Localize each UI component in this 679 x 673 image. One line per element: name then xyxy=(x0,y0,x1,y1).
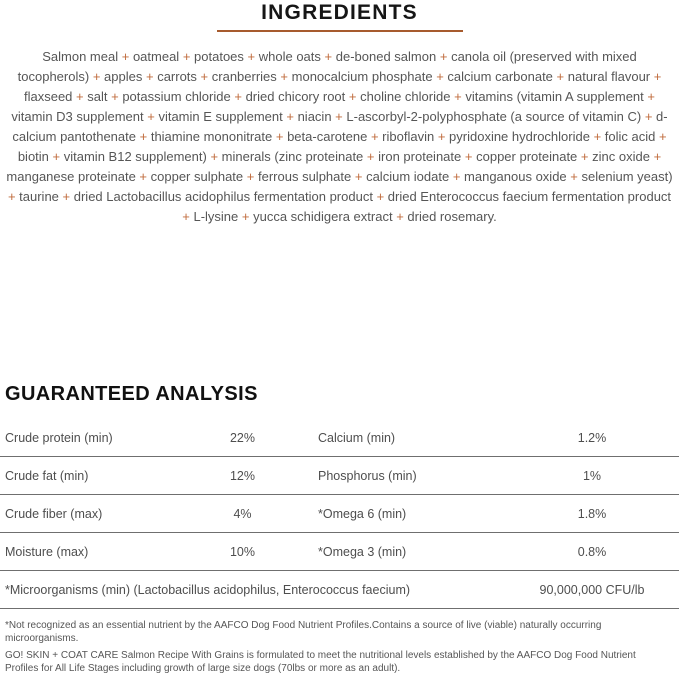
nutrient-label: Calcium (min) xyxy=(318,430,396,445)
ingredient-item: ferrous sulphate xyxy=(258,169,352,184)
ingredient-item: calcium carbonate xyxy=(447,69,553,84)
nutrient-value: 1.8% xyxy=(577,506,607,521)
plus-separator: + xyxy=(376,189,385,204)
analysis-row xyxy=(0,419,679,457)
ingredient-item: carrots xyxy=(157,69,197,84)
plus-separator: + xyxy=(121,49,130,64)
plus-separator: + xyxy=(644,109,653,124)
analysis-table xyxy=(0,419,679,609)
plus-separator: + xyxy=(246,169,255,184)
nutrient-value: 0.8% xyxy=(577,544,607,559)
plus-separator: + xyxy=(324,49,333,64)
plus-separator: + xyxy=(7,189,16,204)
plus-separator: + xyxy=(370,129,379,144)
plus-separator: + xyxy=(580,149,589,164)
ingredient-item: dried rosemary. xyxy=(407,209,497,224)
nutrient-value: 4% xyxy=(233,506,252,521)
plus-separator: + xyxy=(396,209,404,224)
nutrient-value: 1.2% xyxy=(577,430,607,445)
ingredient-item: de-boned salmon xyxy=(335,49,437,64)
analysis-row xyxy=(0,457,679,495)
ingredient-item: yucca schidigera extract xyxy=(253,209,393,224)
analysis-row xyxy=(0,533,679,571)
plus-separator: + xyxy=(247,49,256,64)
ingredient-item: L-ascorbyl-2-polyphosphate (a source of vitamin C) xyxy=(346,109,642,124)
plus-separator: + xyxy=(92,69,101,84)
ingredient-item: vitamin E supplement xyxy=(158,109,283,124)
plus-separator: + xyxy=(437,129,446,144)
plus-separator: + xyxy=(147,109,155,124)
ingredient-item: zinc oxide xyxy=(592,149,650,164)
ingredient-item: salt xyxy=(87,89,108,104)
nutrient-label: Moisture (max) xyxy=(5,544,89,559)
guaranteed-analysis-title: GUARANTEED ANALYSIS xyxy=(5,383,258,405)
plus-separator: + xyxy=(280,69,289,84)
ingredient-item: d-calcium pantothenate xyxy=(12,109,668,144)
ingredient-item: canola oil (preserved with mixed tocopherols) xyxy=(17,49,637,84)
ingredient-item: potassium chloride xyxy=(122,89,231,104)
plus-separator: + xyxy=(436,69,444,84)
ingredient-item: natural flavour xyxy=(567,69,651,84)
analysis-row xyxy=(0,495,679,533)
ingredients-text xyxy=(5,47,674,227)
ingredient-item: manganous oxide xyxy=(464,169,567,184)
plus-separator: + xyxy=(286,109,294,124)
plus-separator: + xyxy=(366,149,375,164)
nutrient-label: *Microorganisms (min) (Lactobacillus acidophilus, Enterococcus faecium) xyxy=(5,582,411,597)
ingredient-item: potatoes xyxy=(194,49,244,64)
ingredient-item: dried Lactobacillus acidophilus fermentation product xyxy=(73,189,373,204)
nutrient-label: Phosphorus (min) xyxy=(318,468,417,483)
plus-separator: + xyxy=(653,149,662,164)
plus-separator: + xyxy=(354,169,363,184)
ingredient-item: calcium iodate xyxy=(366,169,450,184)
nutrient-value: 12% xyxy=(229,468,256,483)
plus-separator: + xyxy=(62,189,71,204)
nutrient-label: Crude fiber (max) xyxy=(5,506,103,521)
ingredient-item: dried chicory root xyxy=(245,89,346,104)
plus-separator: + xyxy=(182,209,190,224)
plus-separator: + xyxy=(200,69,209,84)
plus-separator: + xyxy=(145,69,154,84)
plus-separator: + xyxy=(52,149,61,164)
nutrient-value: 1% xyxy=(582,468,602,483)
ingredient-item: monocalcium phosphate xyxy=(291,69,433,84)
nutrient-value: 22% xyxy=(229,430,256,445)
plus-separator: + xyxy=(593,129,602,144)
plus-separator: + xyxy=(348,89,357,104)
ingredient-item: vitamin B12 supplement) xyxy=(63,149,207,164)
ingredient-item: pyridoxine hydrochloride xyxy=(449,129,590,144)
ingredient-item: choline chloride xyxy=(360,89,451,104)
plus-separator: + xyxy=(454,89,462,104)
footnote-aafco-nutrient: *Not recognized as an essential nutrient by the AAFCO Dog Food Nutrient Profiles.Contains a source of live (viable) naturally occurring microorganisms. xyxy=(5,620,602,644)
ingredient-item: copper sulphate xyxy=(150,169,244,184)
plus-separator: + xyxy=(647,89,655,104)
plus-separator: + xyxy=(111,89,119,104)
plus-separator: + xyxy=(452,169,461,184)
ingredient-item: dried Enterococcus faecium fermentation product xyxy=(387,189,672,204)
plus-separator: + xyxy=(275,129,284,144)
plus-separator: + xyxy=(556,69,565,84)
ingredient-item: oatmeal xyxy=(132,49,180,64)
ingredient-item: flaxseed xyxy=(23,89,73,104)
ingredient-item: minerals (zinc proteinate xyxy=(221,149,364,164)
ingredient-item: vitamin D3 supplement xyxy=(11,109,144,124)
ingredient-item: Salmon meal xyxy=(42,49,119,64)
title-underline-rule xyxy=(217,30,463,32)
plus-separator: + xyxy=(139,169,148,184)
ingredient-item: biotin xyxy=(17,149,49,164)
ingredient-item: niacin xyxy=(297,109,332,124)
plus-separator: + xyxy=(335,109,343,124)
plus-separator: + xyxy=(241,209,250,224)
plus-separator: + xyxy=(139,129,148,144)
footnote-formulation: GO! SKIN + COAT CARE Salmon Recipe With Grains is formulated to meet the nutritional levels established by the AAFCO Dog Food Nutrient Profiles for All Life Stages including growth of large size dogs (70lbs or more as an adult). xyxy=(5,650,636,673)
ingredient-item: beta-carotene xyxy=(287,129,368,144)
analysis-row-microorganisms xyxy=(0,571,679,609)
nutrient-label: Crude protein (min) xyxy=(5,430,113,445)
ingredient-item: copper proteinate xyxy=(476,149,578,164)
nutrient-value: 10% xyxy=(229,544,256,559)
ingredient-item: vitamins (vitamin A supplement xyxy=(465,89,644,104)
nutrient-label: Crude fat (min) xyxy=(5,468,89,483)
ingredient-item: taurine xyxy=(19,189,59,204)
plus-separator: + xyxy=(210,149,219,164)
plus-separator: + xyxy=(570,169,578,184)
ingredient-item: manganese proteinate xyxy=(6,169,136,184)
plus-separator: + xyxy=(659,129,667,144)
plus-separator: + xyxy=(439,49,448,64)
ingredient-item: selenium yeast) xyxy=(581,169,673,184)
ingredient-item: iron proteinate xyxy=(378,149,462,164)
ingredient-item: cranberries xyxy=(211,69,277,84)
plus-separator: + xyxy=(182,49,191,64)
ingredient-item: whole oats xyxy=(258,49,321,64)
ingredient-item: L-lysine xyxy=(193,209,239,224)
plus-separator: + xyxy=(464,149,473,164)
plus-separator: + xyxy=(76,89,84,104)
ingredients-title: INGREDIENTS xyxy=(261,1,418,24)
plus-separator: + xyxy=(234,89,242,104)
ingredient-item: riboflavin xyxy=(382,129,435,144)
nutrient-value: 90,000,000 CFU/lb xyxy=(539,582,645,597)
ingredient-item: folic acid xyxy=(604,129,656,144)
nutrient-label: *Omega 3 (min) xyxy=(318,544,407,559)
ingredient-item: apples xyxy=(104,69,143,84)
plus-separator: + xyxy=(653,69,662,84)
ingredient-item: thiamine mononitrate xyxy=(150,129,273,144)
nutrient-label: *Omega 6 (min) xyxy=(318,506,407,521)
